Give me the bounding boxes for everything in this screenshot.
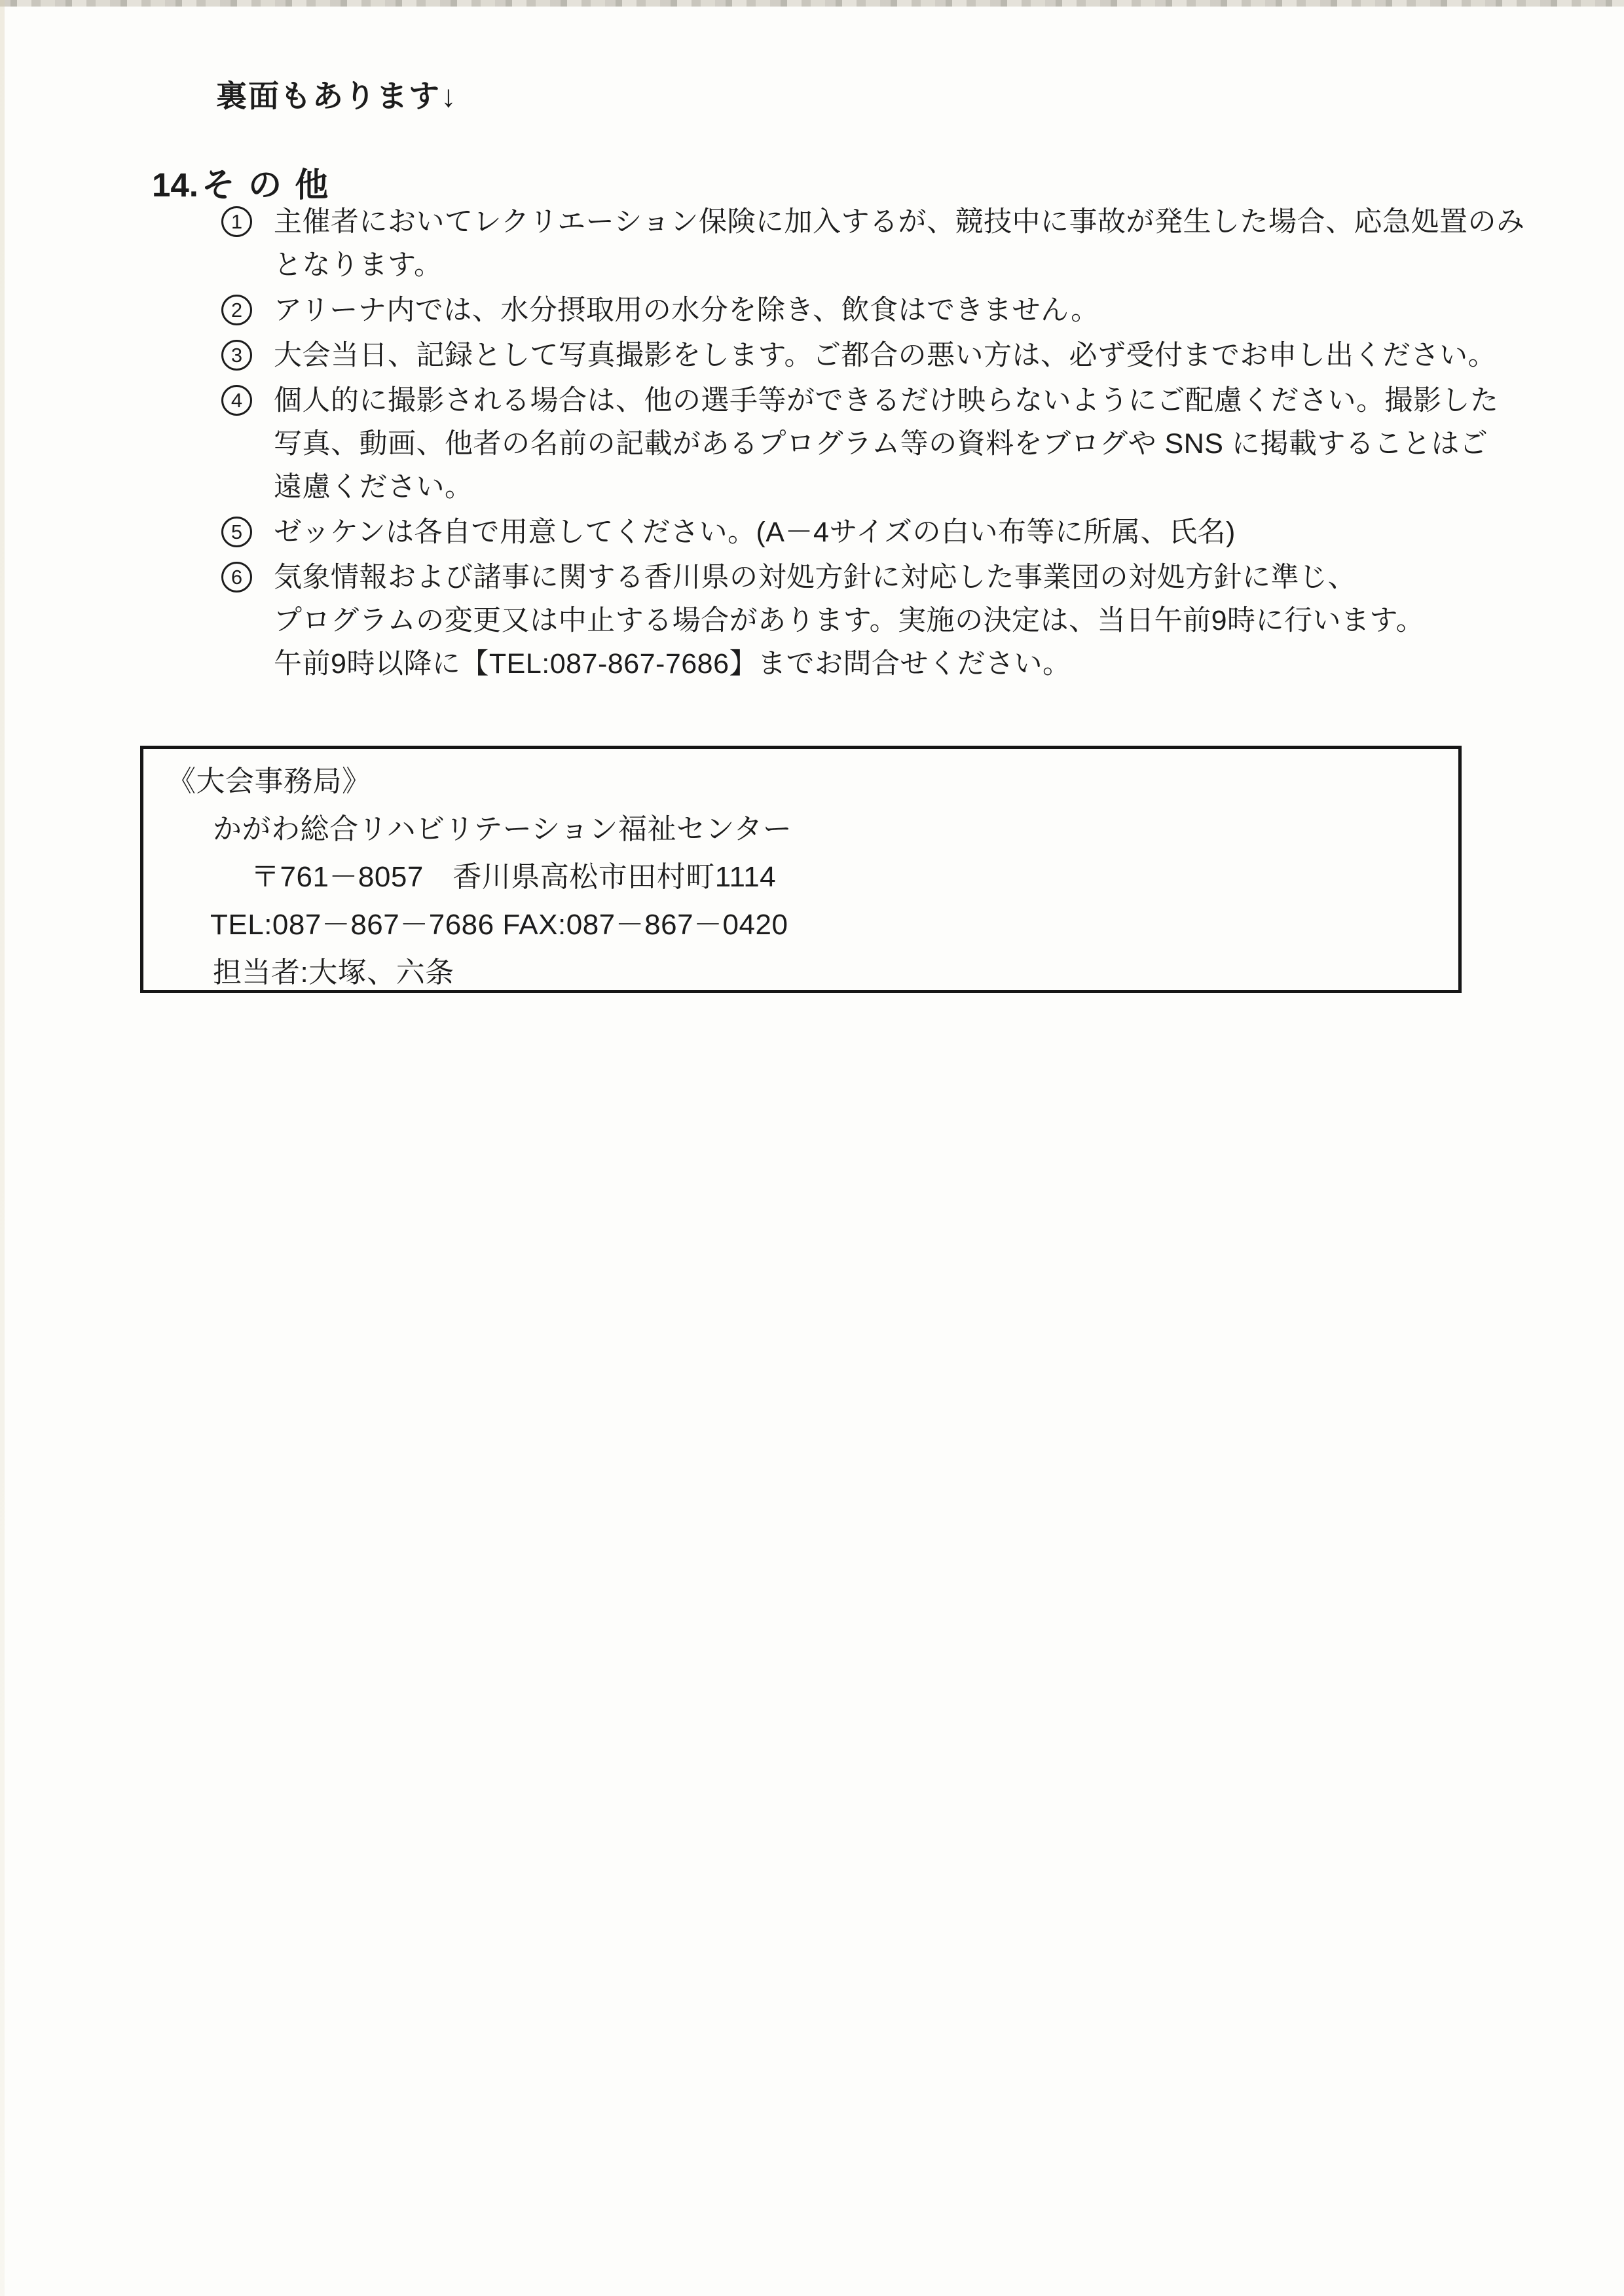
notes-list <box>221 200 1525 687</box>
note-line: アリーナ内では、水分摂取用の水分を除き、飲食はできません。 <box>274 295 1099 326</box>
marker-cell <box>221 334 274 371</box>
note-text <box>274 334 1496 377</box>
circled-number-marker: 3 <box>221 340 252 371</box>
note-line: 遠慮ください。 <box>274 471 473 503</box>
list-item <box>221 200 1525 287</box>
marker-cell <box>221 556 274 592</box>
circled-number-marker: 2 <box>221 295 252 325</box>
scanner-edge-artifact <box>0 0 1624 7</box>
note-text <box>274 200 1525 287</box>
note-text <box>274 556 1424 685</box>
list-item <box>221 511 1525 554</box>
circled-number-marker: 6 <box>221 562 252 592</box>
section-heading <box>152 158 330 206</box>
note-line: 大会当日、記録として写真撮影をします。ご都合の悪い方は、必ず受付までお申し出ください。 <box>274 340 1497 371</box>
office-tel-fax: TEL:087－867－7686 FAX:087－867－0420 <box>210 909 788 941</box>
note-line: 写真、動画、他者の名前の記載があるプログラム等の資料をブログや SNS に掲載することはご <box>274 428 1488 460</box>
marker-cell <box>221 289 274 325</box>
circled-number-marker: 1 <box>221 206 252 237</box>
note-line: 午前9時以降に【TEL:087-867-7686】までお問合せください。 <box>274 648 1071 680</box>
note-text <box>274 511 1236 554</box>
note-text <box>274 379 1499 509</box>
list-item <box>221 379 1525 509</box>
office-address: 〒761－8057 香川県高松市田村町1114 <box>251 861 777 893</box>
marker-cell <box>221 511 274 547</box>
note-line: プログラムの変更又は中止する場合があります。実施の決定は、当日午前9時に行います。 <box>274 605 1425 636</box>
note-line: 気象情報および諸事に関する香川県の対処方針に対応した事業団の対処方針に準じ、 <box>274 562 1356 593</box>
note-line: 個人的に撮影される場合は、他の選手等ができるだけ映らないようにご配慮ください。撮影した <box>274 385 1499 416</box>
marker-cell <box>221 379 274 416</box>
section-number: 14. <box>152 166 198 204</box>
list-item <box>221 334 1525 377</box>
circled-number-marker: 5 <box>221 517 252 547</box>
note-line: となります。 <box>274 249 443 281</box>
list-item <box>221 556 1525 685</box>
section-title: そ の 他 <box>201 166 331 204</box>
office-box-title: 《大会事務局》 <box>167 765 371 797</box>
office-contact-box <box>140 746 1462 993</box>
office-organization: かがわ総合リハビリテーション福祉センター <box>213 813 792 845</box>
office-contact-persons: 担当者:大塚、六条 <box>213 957 454 989</box>
note-text <box>274 289 1099 332</box>
note-line: ゼッケンは各自で用意してください。(A－4サイズの白い布等に所属、氏名) <box>274 517 1236 548</box>
circled-number-marker: 4 <box>221 385 252 416</box>
marker-cell <box>221 200 274 237</box>
back-side-note: 裏面もあります↓ <box>216 79 458 113</box>
note-line: 主催者においてレクリエーション保険に加入するが、競技中に事故が発生した場合、応急処置のみ <box>274 206 1525 238</box>
list-item <box>221 289 1525 332</box>
page-left-edge-tint <box>0 0 5 2296</box>
